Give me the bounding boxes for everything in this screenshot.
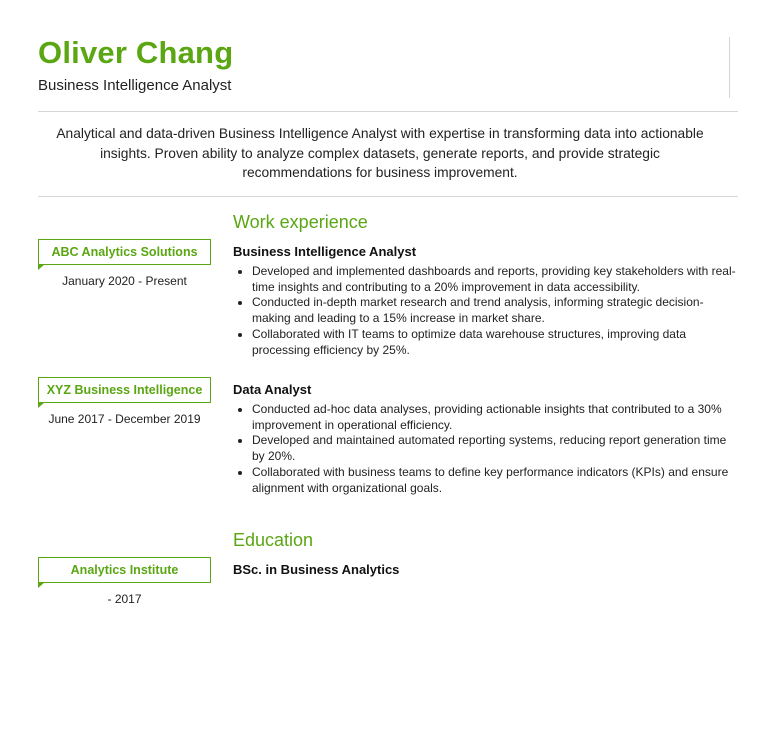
header-vertical-divider	[729, 37, 730, 98]
job-2-company-box	[38, 377, 211, 403]
education-1-degree: BSc. in Business Analytics	[233, 562, 400, 577]
summary-bottom-divider	[38, 196, 738, 197]
company-tab-flag-icon	[38, 264, 45, 270]
company-tab-flag-icon	[38, 582, 45, 588]
job-2-company: XYZ Business Intelligence	[46, 383, 203, 397]
job-2-dates: June 2017 - December 2019	[48, 412, 201, 426]
job-2-role: Data Analyst	[233, 382, 312, 397]
list-item: Collaborated with IT teams to optimize data warehouse structures, improving data processing efficiency by 25%.	[233, 327, 738, 358]
company-tab-flag-icon	[38, 402, 45, 408]
job-1-company-box	[38, 239, 211, 265]
list-item: Collaborated with business teams to define key performance indicators (KPIs) and ensure alignment with organizational goals.	[233, 465, 738, 496]
list-item: Developed and implemented dashboards and reports, providing key stakeholders with real-time insights and contributing to a 20% improvement in data accessibility.	[233, 264, 738, 295]
education-1-school: Analytics Institute	[70, 563, 179, 577]
job-1-bullets	[233, 264, 738, 358]
education-1-dates: - 2017	[107, 592, 142, 606]
job-2-bullets	[233, 402, 738, 496]
candidate-name: Oliver Chang	[38, 35, 234, 70]
education-heading: Education	[233, 530, 314, 550]
summary-top-divider	[38, 111, 738, 112]
candidate-title: Business Intelligence Analyst	[38, 77, 232, 94]
summary-text: Analytical and data-driven Business Intelligence Analyst with expertise in transforming data into actionable insights. Proven ability to analyze complex datasets, generate reports, and provide strategic recommendations for business improvement.	[56, 126, 704, 180]
list-item: Conducted ad-hoc data analyses, providing actionable insights that contributed to a 30% improvement in operational efficiency.	[233, 402, 738, 433]
list-item: Developed and maintained automated reporting systems, reducing report generation time by 20%.	[233, 433, 738, 464]
education-1-school-box	[38, 557, 211, 583]
job-1-role: Business Intelligence Analyst	[233, 244, 417, 259]
job-1-company: ABC Analytics Solutions	[51, 245, 198, 259]
list-item: Conducted in-depth market research and trend analysis, informing strategic decision-making and leading to a 15% increase in market share.	[233, 295, 738, 326]
job-1-dates: January 2020 - Present	[62, 274, 187, 288]
work-experience-heading: Work experience	[233, 212, 368, 232]
